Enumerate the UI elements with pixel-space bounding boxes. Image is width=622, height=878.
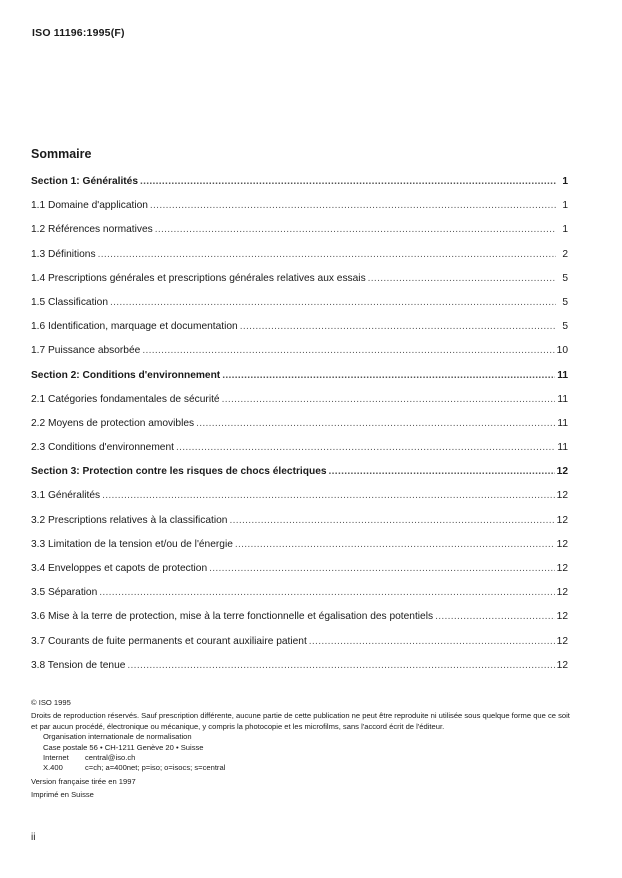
org-address: Case postale 56 • CH-1211 Genève 20 • Suisse (43, 742, 204, 752)
toc-dot-leader (235, 539, 555, 550)
toc-dot-leader (209, 563, 555, 574)
toc-section-entry (31, 176, 568, 200)
page-number: ii (31, 832, 36, 843)
toc-entry (31, 394, 568, 418)
toc-dot-leader (176, 442, 555, 453)
toc-entry-page: 1 (562, 176, 568, 187)
toc-entry-label: 3.4 Enveloppes et capots de protection (31, 563, 208, 574)
toc-entry-page: 12 (556, 538, 568, 550)
toc-entry-label: 3.7 Courants de fuite permanents et courant auxiliaire patient (31, 635, 307, 647)
toc-entry-label: 3.1 Généralités (31, 490, 101, 502)
toc-dot-leader (309, 636, 555, 647)
toc-entry-label: Section 3: Protection contre les risques de chocs électriques (31, 466, 327, 478)
toc-dot-leader (435, 611, 555, 622)
toc-entry-label: 3.2 Prescriptions relatives à la classification (31, 514, 228, 526)
toc-entry-page: 12 (556, 635, 568, 647)
document-code: ISO 11196:1995(F) (32, 27, 125, 39)
toc-entry (31, 345, 568, 369)
copyright-line: © ISO 1995 (31, 698, 71, 707)
toc-entry (31, 636, 568, 660)
toc-entry (31, 321, 568, 345)
toc-dot-leader (140, 176, 556, 187)
toc-entry-page: 11 (557, 442, 568, 454)
toc-entry-page: 11 (557, 369, 568, 381)
toc-entry (31, 611, 568, 635)
toc-entry-page: 12 (556, 514, 568, 526)
toc-dot-leader (155, 224, 556, 235)
toc-entry-label: Section 1: Généralités (31, 176, 139, 187)
toc-entry-page: 12 (556, 587, 568, 599)
toc-dot-leader (240, 321, 556, 332)
copyright-notice (31, 698, 571, 801)
toc-dot-leader (142, 345, 554, 356)
internet-contact (43, 753, 571, 763)
toc-entry (31, 297, 568, 321)
internet-value: central@iso.ch (85, 753, 136, 763)
toc-entry (31, 515, 568, 539)
toc-dot-leader (368, 273, 556, 284)
toc-entry-label: 3.5 Séparation (31, 587, 98, 599)
toc-entry-page: 5 (562, 321, 568, 333)
toc-entry-page: 5 (562, 296, 568, 308)
toc-dot-leader (329, 466, 555, 477)
toc-entry-label: 2.2 Moyens de protection amovibles (31, 417, 195, 429)
toc-dot-leader (99, 587, 554, 598)
toc-entry-label: 3.6 Mise à la terre de protection, mise à la terre fonctionnelle et égalisation des potentiels (31, 611, 434, 623)
toc-entry-page: 12 (556, 490, 568, 502)
toc-section-entry (31, 466, 568, 490)
toc-dot-leader (222, 370, 555, 381)
toc-dot-leader (196, 418, 555, 429)
toc-entry-page: 1 (562, 224, 568, 236)
toc-entry (31, 490, 568, 514)
toc-entry-label: 2.1 Catégories fondamentales de sécurité (31, 393, 220, 405)
toc-entry (31, 418, 568, 442)
toc-entry-page: 12 (556, 466, 568, 478)
toc-entry (31, 442, 568, 466)
x400-value: c=ch; a=400net; p=iso; o=isocs; s=central (85, 763, 226, 773)
x400-contact (43, 763, 571, 773)
toc-entry-page: 11 (557, 417, 568, 429)
table-of-contents (31, 176, 568, 684)
toc-entry-label: 1.1 Domaine d'application (31, 200, 148, 212)
toc-dot-leader (98, 249, 556, 260)
toc-entry (31, 224, 568, 248)
toc-entry-label: 1.2 Références normatives (31, 224, 153, 236)
org-name: Organisation internationale de normalisation (43, 732, 192, 742)
toc-entry-label: Section 2: Conditions d'environnement (31, 369, 221, 381)
toc-entry (31, 563, 568, 587)
toc-entry-page: 12 (556, 611, 568, 623)
toc-dot-leader (229, 515, 554, 526)
internet-label: Internet (43, 753, 69, 763)
toc-section-entry (31, 370, 568, 394)
toc-entry-page: 12 (556, 659, 568, 671)
toc-entry (31, 587, 568, 611)
toc-entry-label: 1.3 Définitions (31, 248, 96, 260)
toc-entry-label: 2.3 Conditions d'environnement (31, 442, 174, 454)
toc-entry-label: 3.3 Limitation de la tension et/ou de l'énergie (31, 538, 233, 550)
printed-in: Imprimé en Suisse (31, 790, 94, 800)
toc-dot-leader (110, 297, 556, 308)
toc-entry (31, 273, 568, 297)
toc-entry-label: 1.6 Identification, marquage et documentation (31, 321, 238, 333)
toc-entry-page: 5 (562, 272, 568, 284)
toc-entry (31, 249, 568, 273)
toc-entry-label: 1.5 Classification (31, 296, 109, 308)
toc-entry-page: 2 (562, 248, 568, 260)
version-note: Version française tirée en 1997 (31, 776, 136, 786)
publisher-block (31, 732, 571, 774)
toc-entry (31, 539, 568, 563)
toc-entry-label: 1.7 Puissance absorbée (31, 345, 141, 357)
toc-entry-page: 12 (556, 563, 568, 574)
x400-label: X.400 (43, 763, 63, 773)
toc-entry-page: 11 (557, 393, 568, 405)
toc-heading: Sommaire (31, 147, 92, 161)
rights-statement: Droits de reproduction réservés. Sauf prescription différente, aucune partie de cette publication ne peut être reproduite ni utilisée sous quelque forme que ce soit et par aucun procédé, électronique ou mécanique, y compris la photocopie et les microfilms, sans l'accord écrit de l'éditeur. (31, 711, 570, 731)
toc-entry (31, 200, 568, 224)
toc-dot-leader (150, 200, 556, 211)
toc-entry (31, 660, 568, 684)
toc-entry-label: 1.4 Prescriptions générales et prescriptions générales relatives aux essais (31, 272, 366, 284)
toc-dot-leader (127, 660, 554, 671)
toc-dot-leader (102, 490, 555, 501)
toc-entry-page: 1 (562, 200, 568, 212)
toc-entry-page: 10 (556, 345, 568, 357)
toc-dot-leader (222, 394, 556, 405)
toc-entry-label: 3.8 Tension de tenue (31, 659, 126, 671)
